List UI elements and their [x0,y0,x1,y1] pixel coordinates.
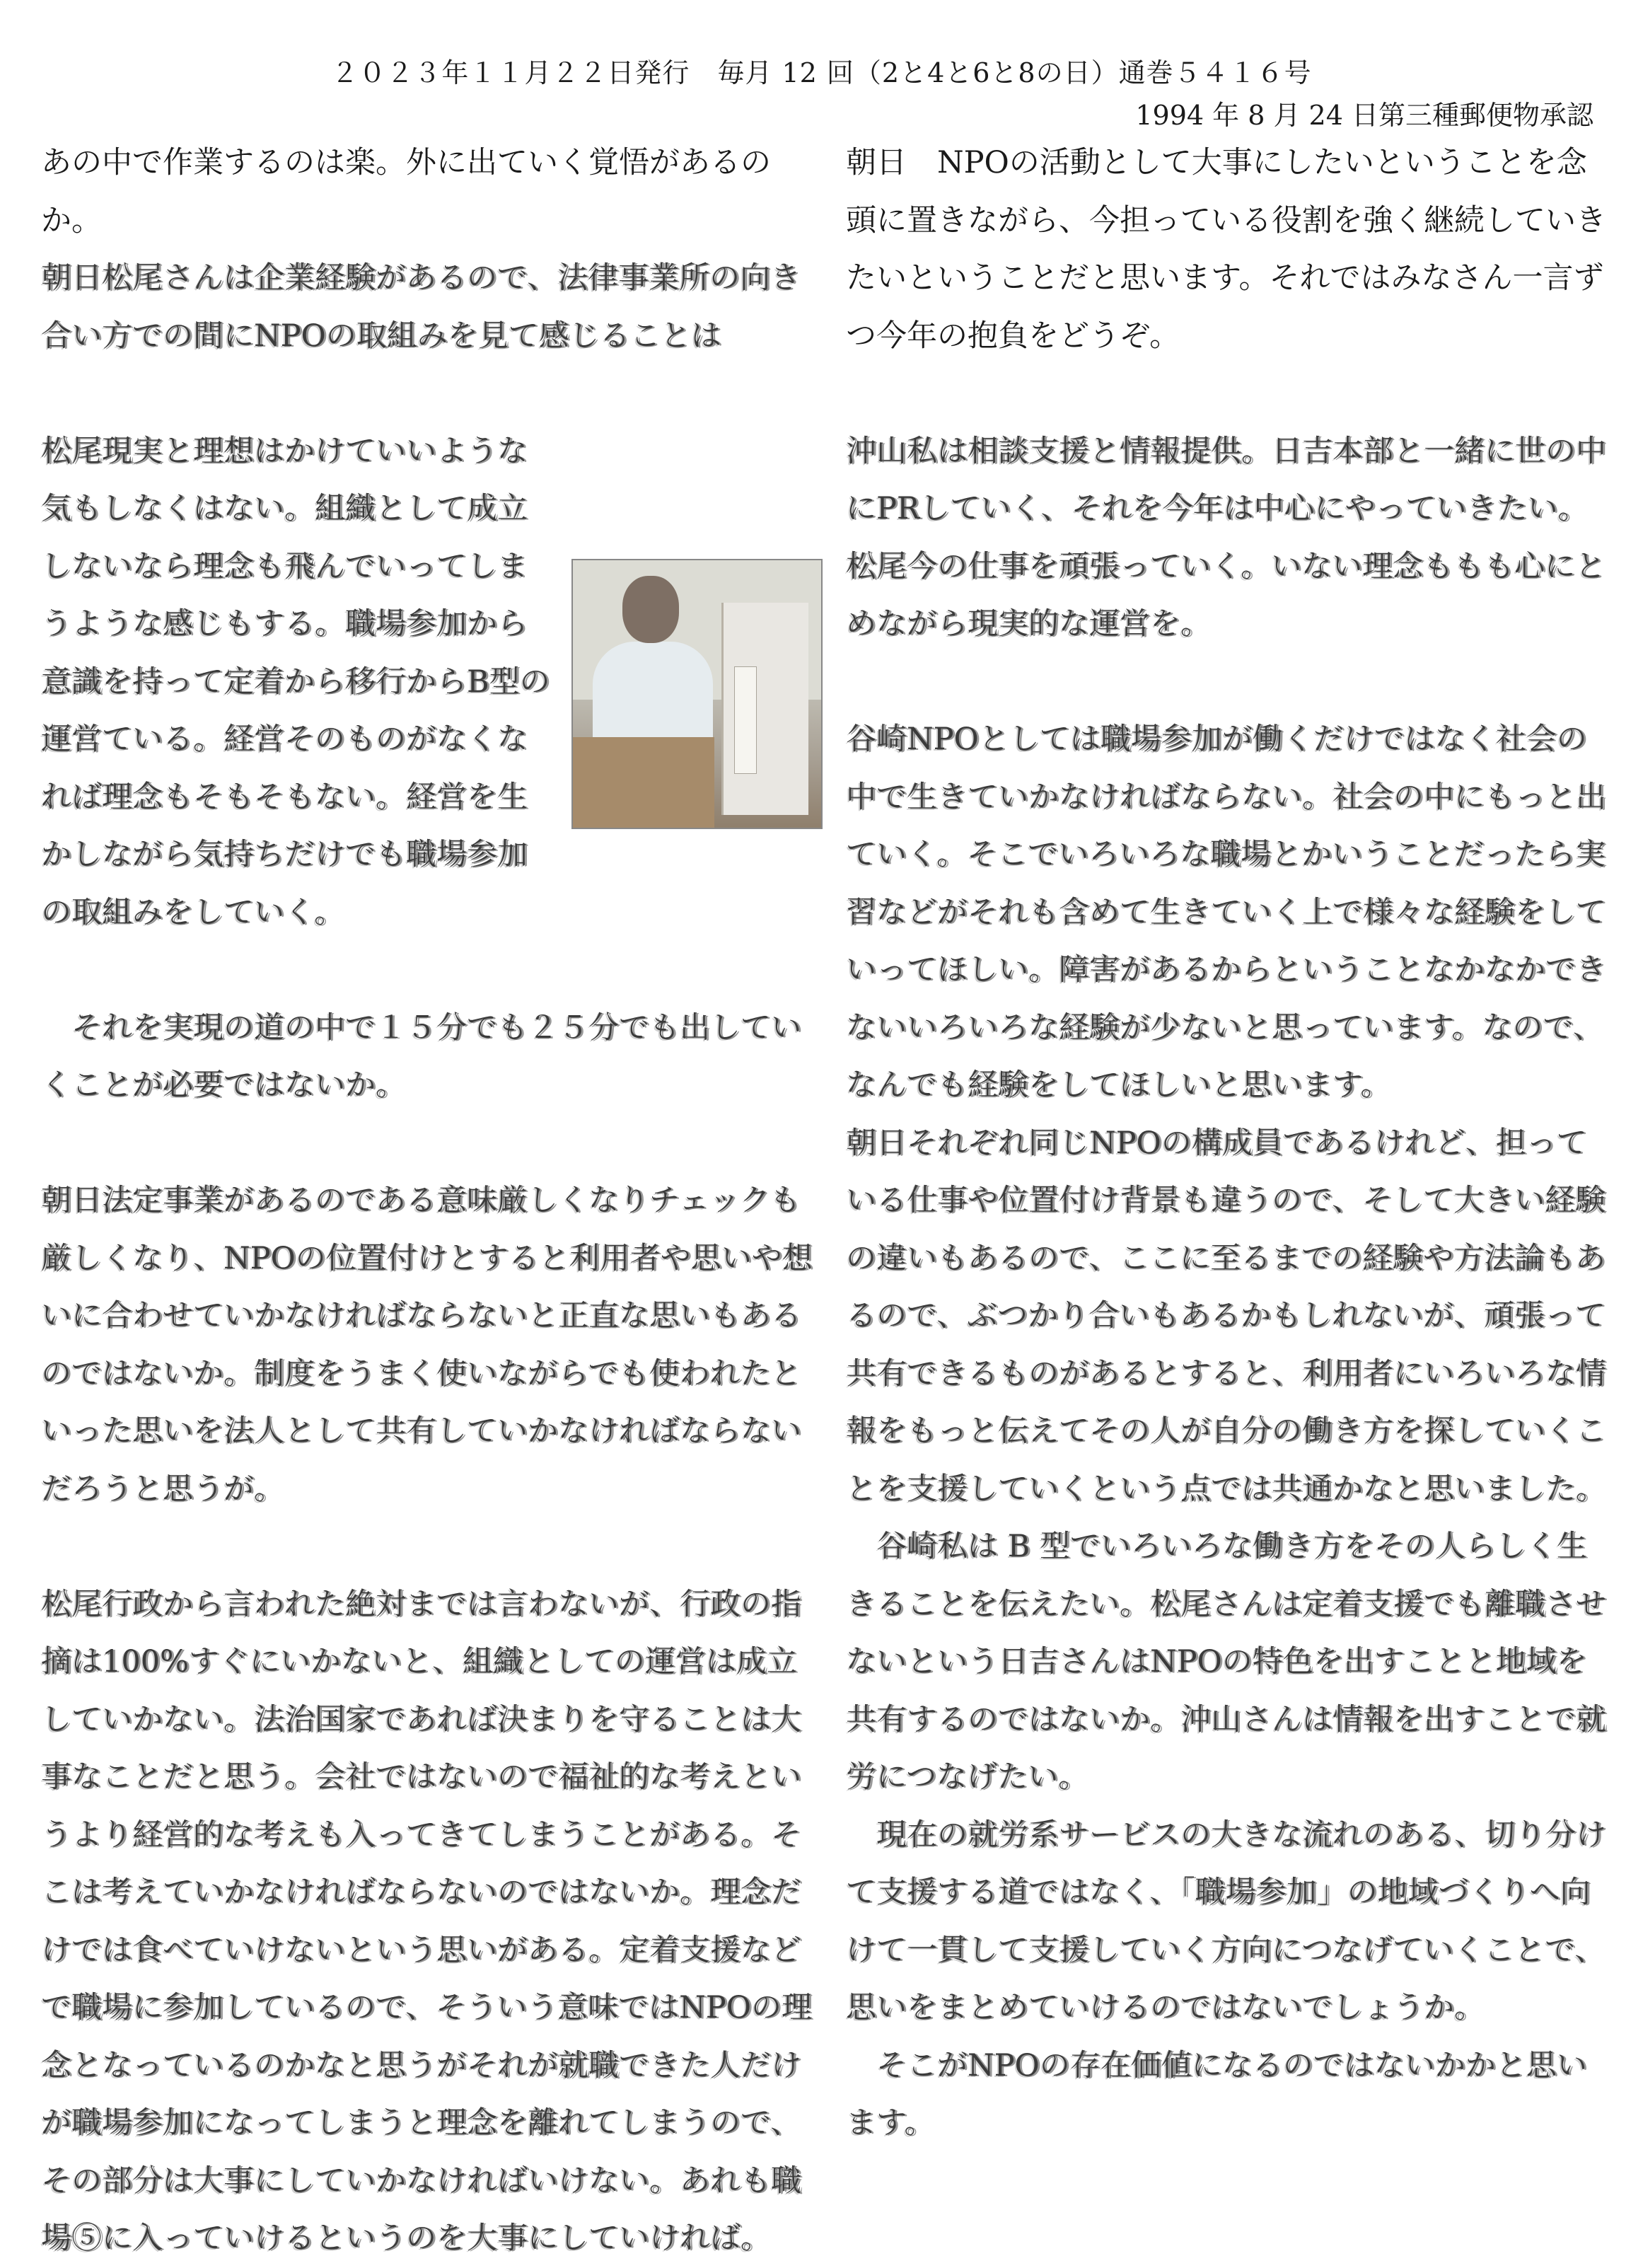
left-paragraph-5: 朝日法定事業があるのである意味厳しくなりチェックも厳しくなり、NPOの位置付けとすると利用者や思いや想いに合わせていかなければならないと正直な思いもあるのではないか。制度をうまく使いながらでも使われたといった思いを法人として共有していかなければならないだろうと思うが。 [41,1183,813,1507]
right-column [846,134,1617,2153]
left-paragraph-2: 朝日松尾さんは企業経験があるので、法律事業所の向き合い方での間にNPOの取組みを見て感じることは [41,260,801,354]
right-paragraph-3: 谷崎NPOとしては職場参加が働くだけではなく社会の中で生きていかなければならない。社会の中にもっと出ていく。そこでいろいろな職場とかいうことだったら実習などがそれも含めて生きていく上で様々な経験をしていってほしい。障害があるからということなかなかできないいろいろな経験が少ないと思っています。なので、なんでも経験をしてほしいと思います。 [846,722,1606,1103]
right-paragraph-4: 朝日それぞれ同じNPOの構成員であるけれど、担っている仕事や位置付け背景も違うので、そして大きい経験の違いもあるので、ここに至るまでの経験や方法論もあるので、ぶつかり合いもあるかもしれないが、頑張って共有できるものがあるとすると、利用者にいろいろな情報をもっと伝えてその人が自分の働き方を探していくことを支援していくという点では共通かなと思いました。 [846,1125,1606,1507]
left-paragraph-4: それを実現の道の中で１５分でも２５分でも出していくことが必要ではないか。 [41,1009,801,1103]
speaker-photo [571,559,823,829]
right-paragraph-7: そこがNPOの存在価値になるのではないかかと思います。 [846,2047,1587,2141]
left-paragraph-6: 松尾行政から言われた絶対までは言わないが、行政の指摘は100%すぐにいかないと、組織としての運営は成立していかない。法治国家であれば決まりを守ることは大事なことだと思う。会社ではないので福祉的な考えというより経営的な考えも入ってきてしまうことがある。そこは考えていかなければならないのではないか。理念だけでは食べていけないという思いがある。定着支援などで職場に参加しているので、そういう意味ではNPOの理念となっているのかなと思うがそれが就職できた人だけが職場参加になってしまうと理念を離れてしまうので、その部分は大事にしていかなければいけない。あれも職場⑤に入っていけるというのを大事にしていければ。 [41,1586,812,2256]
postal-approval: 1994 年 8 月 24 日第三種郵便物承認 [1135,100,1593,131]
issue-header: ２０２３年１１月２２日発行 毎月 12 回（2と4と6と8の日）通巻５４１６号 [331,57,1312,88]
right-paragraph-1: 朝日 NPOの活動として大事にしたいということを念頭に置きながら、今担っている役割を強く継続していきたいということだと思います。それではみなさん一言ずつ今年の抱負をどうぞ。 [846,145,1606,354]
right-paragraph-6: 現在の就労系サービスの大きな流れのある、切り分けて支援する道ではなく、「職場参加」の地域づくりへ向けて一貫して支援していく方向につなげていくことで、思いをまとめていけるのではないでしょうか。 [846,1817,1606,2025]
left-paragraph-1: あの中で作業するのは楽。外に出ていく覚悟があるのか。 [41,145,771,238]
right-paragraph-2: 沖山私は相談支援と情報提供。日吉本部と一緒に世の中にPRしていく、それを今年は中心にやっていきたい。松尾今の仕事を頑張っていく。いない理念ももも心にとめながら現実的な運営を。 [846,433,1606,642]
left-paragraph-3: 松尾現実と理想はかけていいような気もしなくはない。組織として成立しないなら理念も飛んでいってしまうような感じもする。職場参加から意識を持って定着から移行からB型の運営ている。経営そのものがなくなれば理念もそもそもない。経営を生かしながら気持ちだけでも職場参加の取組みをしていく。 [41,433,550,930]
right-paragraph-5: 谷崎私は B 型でいろいろな働き方をその人らしく生きることを伝えたい。松尾さんは定着支援でも離職させないという日吉さんはNPOの特色を出すことと地域を共有するのではないか。沖山さんは情報を出すことで就労につなげたい。 [846,1529,1606,1795]
left-column [41,134,826,2268]
